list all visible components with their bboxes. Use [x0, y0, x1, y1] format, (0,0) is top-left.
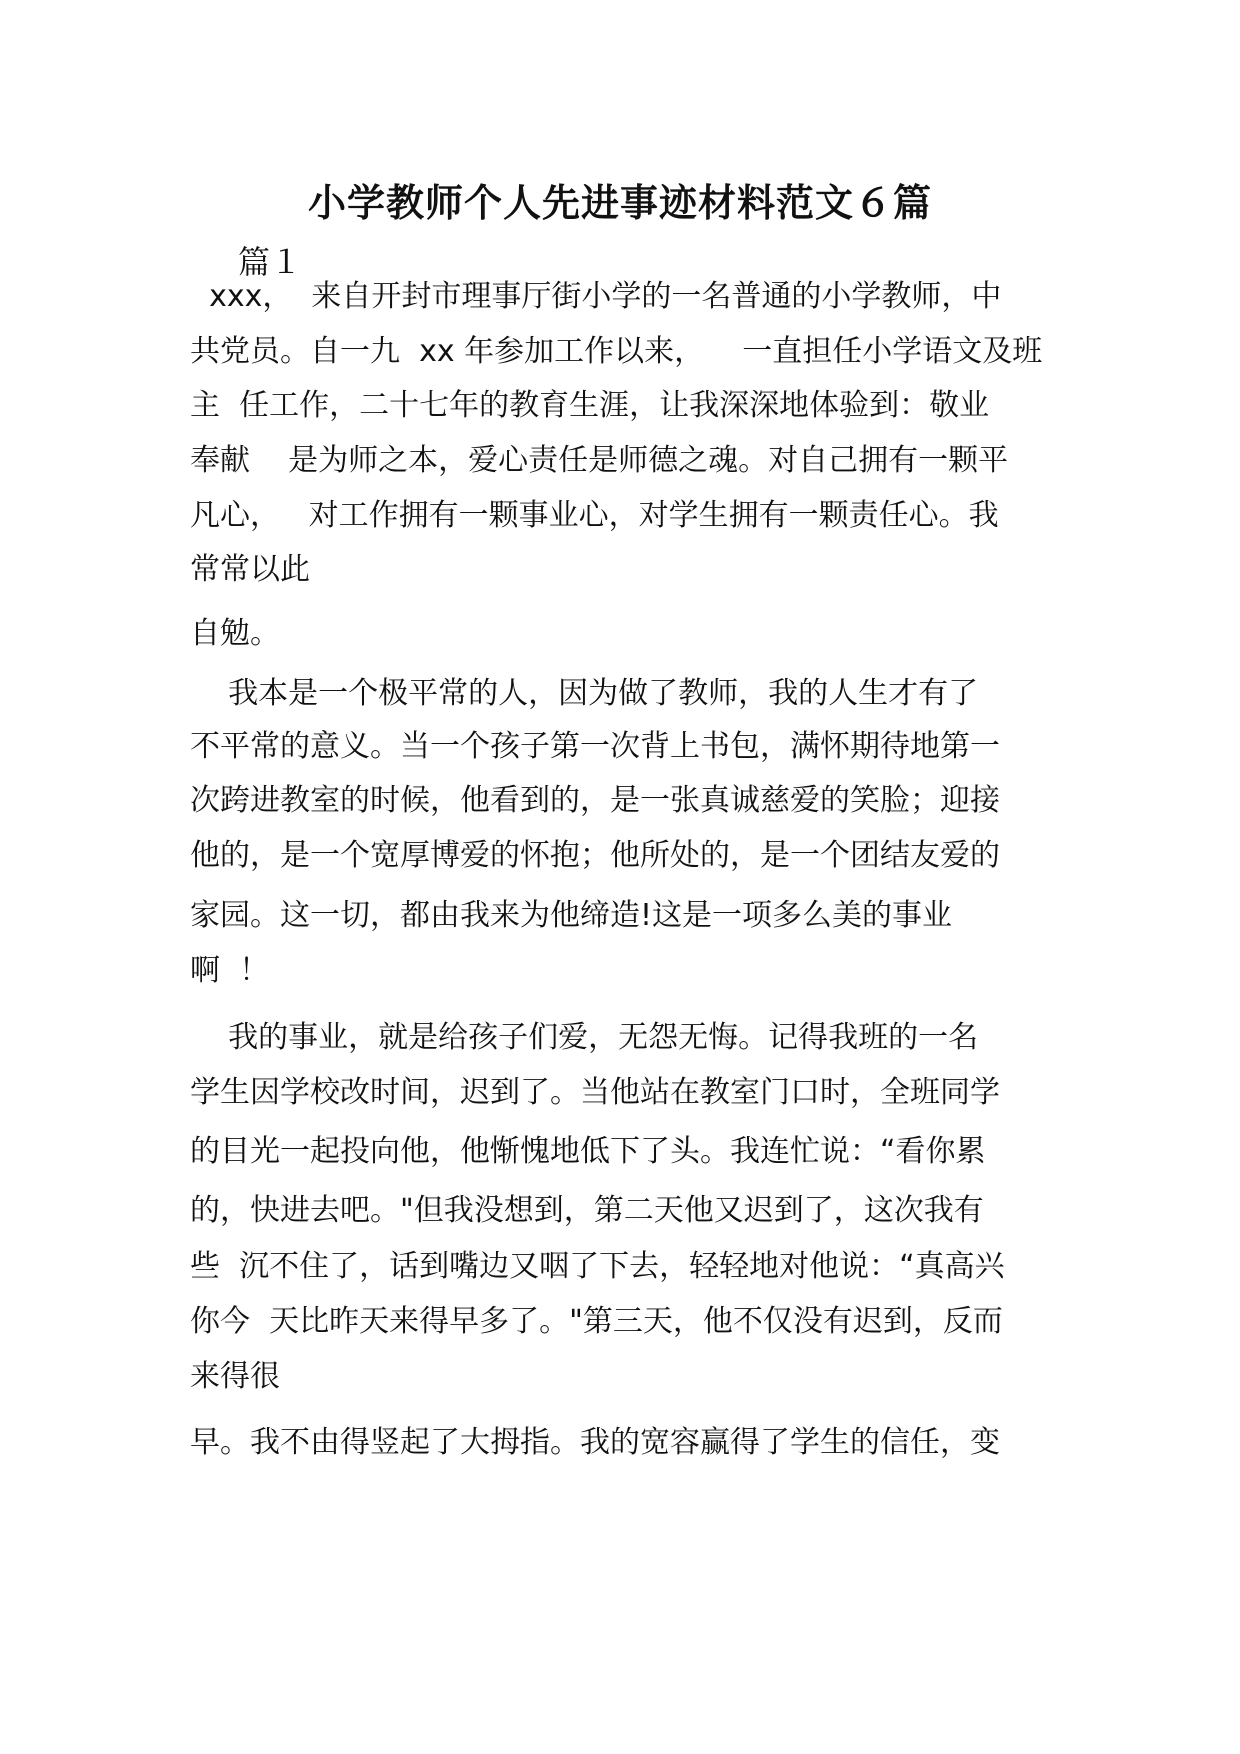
body-line: 我本是一个极平常的人，因为做了教师，我的人生才有了 — [190, 676, 979, 711]
body-line: 你今 天比昨天来得早多了。"第三天，他不仅没有迟到，反而 — [190, 1304, 1003, 1339]
body-line: 来得很 — [190, 1359, 280, 1394]
body-line: 的，快进去吧。"但我没想到，第二天他又迟到了，这次我有 — [190, 1193, 984, 1228]
section-heading: 篇１ — [238, 243, 303, 281]
body-line: 啊 ！ — [190, 953, 270, 988]
body-line: 次跨进教室的时候，他看到的，是一张真诚慈爱的笑脸；迎接 — [190, 783, 1000, 818]
body-line: 的目光一起投向他，他惭愧地低下了头。我连忙说：“看你累 — [190, 1134, 986, 1169]
body-line: 共党员。自一九 xx 年参加工作以来， 一直担任小学语文及班 — [190, 334, 1043, 369]
document-title: 小学教师个人先进事迹材料范文６篇 — [307, 181, 932, 225]
body-line: 早。我不由得竖起了大拇指。我的宽容赢得了学生的信任，变 — [190, 1425, 1000, 1460]
body-line: 些 沉不住了，话到嘴边又咽了下去，轻轻地对他说：“真高兴 — [190, 1249, 1005, 1284]
body-line: 常常以此 — [190, 552, 310, 587]
body-line: xxx， 来自开封市理事厅街小学的一名普通的小学教师，中 — [190, 279, 1002, 314]
body-line: 学生因学校改时间，迟到了。当他站在教室门口时，全班同学 — [190, 1075, 1000, 1110]
body-line: 凡心， 对工作拥有一颗事业心，对学生拥有一颗责任心。我 — [190, 498, 999, 533]
body-line: 他的，是一个宽厚博爱的怀抱；他所处的，是一个团结友爱的 — [190, 838, 1000, 873]
body-line: 我的事业，就是给孩子们爱，无怨无悔。记得我班的一名 — [190, 1020, 979, 1055]
body-line: 奉献 是为师之本，爱心责任是师德之魂。对自己拥有一颗平 — [190, 443, 1009, 478]
body-line: 不平常的意义。当一个孩子第一次背上书包，满怀期待地第一 — [190, 729, 1000, 764]
body-line: 家园。这一切，都由我来为他缔造!这是一项多么美的事业 — [190, 898, 953, 933]
body-line: 自勉。 — [190, 616, 280, 651]
body-line: 主 任工作，二十七年的教育生涯，让我深深地体验到：敬业 — [190, 388, 990, 423]
